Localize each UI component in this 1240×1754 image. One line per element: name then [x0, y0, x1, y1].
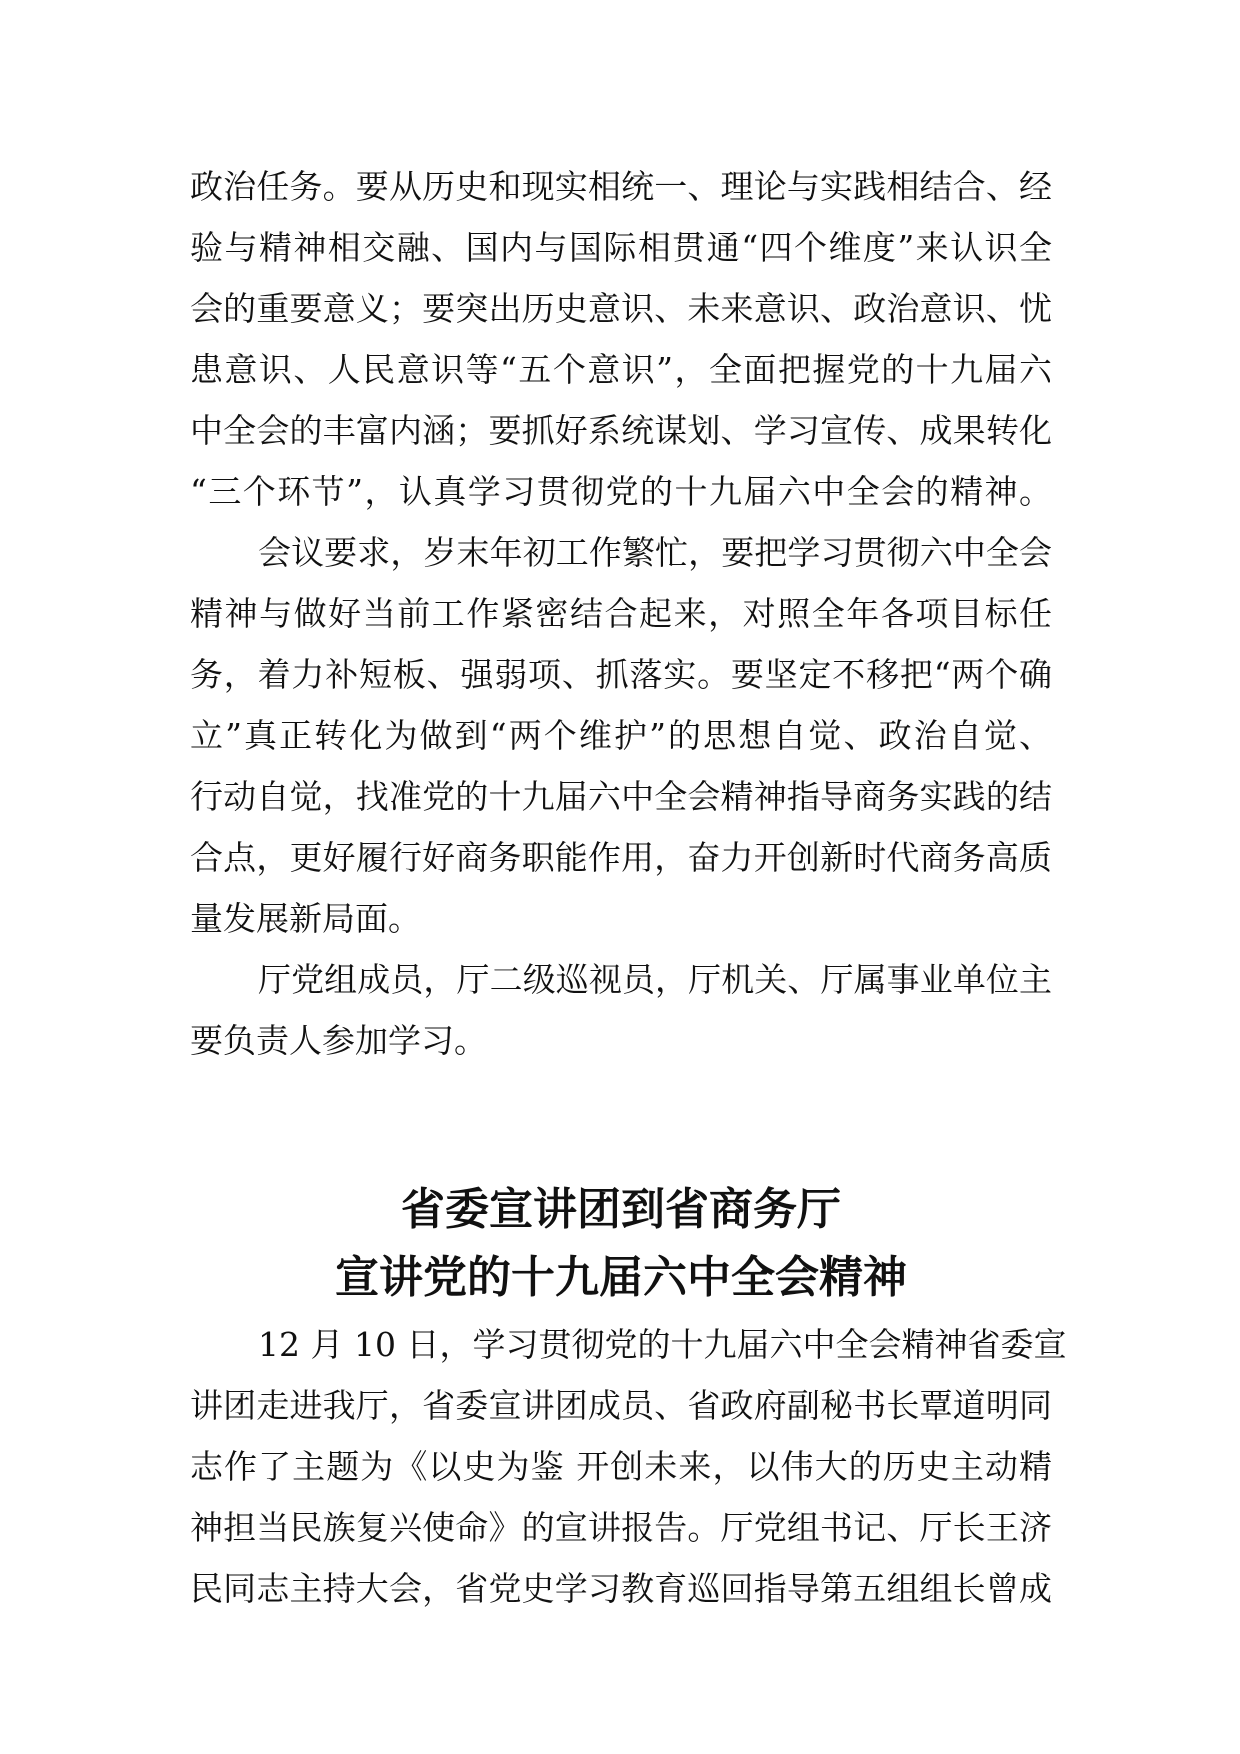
paragraph-lecture-report [190, 1314, 1067, 1619]
text-line: 合点，更好履行好商务职能作用，奋力开创新时代商务高质 [190, 838, 1052, 877]
text-line: 中全会的丰富内涵；要抓好系统谋划、学习宣传、成果转化 [190, 411, 1052, 450]
article-title [190, 1176, 1052, 1312]
text-line: 立”真正转化为做到“两个维护”的思想自觉、政治自觉、 [190, 716, 1052, 755]
text-line: 12 月 10 日，学习贯彻党的十九届六中全会精神省委宣 [258, 1325, 1067, 1364]
text-line: 患意识、人民意识等“五个意识”，全面把握党的十九届六 [190, 350, 1052, 389]
article-title-line: 省委宣讲团到省商务厅 [401, 1184, 841, 1235]
text-line: 会的重要意义；要突出历史意识、未来意识、政治意识、忧 [190, 289, 1052, 328]
text-line: 厅党组成员，厅二级巡视员，厅机关、厅属事业单位主 [258, 960, 1052, 999]
text-line: 行动自觉，找准党的十九届六中全会精神指导商务实践的结 [190, 777, 1052, 816]
article-title-line: 宣讲党的十九届六中全会精神 [335, 1252, 907, 1303]
text-line: 神担当民族复兴使命》的宣讲报告。厅党组书记、厅长王济 [190, 1508, 1052, 1547]
text-line: 精神与做好当前工作紧密结合起来，对照全年各项目标任 [190, 594, 1052, 633]
text-line: 民同志主持大会，省党史学习教育巡回指导第五组组长曾成 [190, 1569, 1052, 1608]
text-line: 政治任务。要从历史和现实相统一、理论与实践相结合、经 [190, 167, 1052, 206]
paragraph-attendees [190, 949, 1052, 1071]
text-line: 务，着力补短板、强弱项、抓落实。要坚定不移把“两个确 [190, 655, 1052, 694]
paragraph-meeting-tasks [190, 156, 1052, 522]
paragraph-meeting-requirements [190, 522, 1052, 949]
text-line: 会议要求，岁末年初工作繁忙，要把学习贯彻六中全会 [258, 533, 1052, 572]
text-line: 要负责人参加学习。 [190, 1021, 487, 1060]
text-line: 志作了主题为《以史为鉴 开创未来，以伟大的历史主动精 [190, 1447, 1052, 1486]
text-line: “三个环节”，认真学习贯彻党的十九届六中全会的精神。 [190, 472, 1052, 511]
text-line: 讲团走进我厅，省委宣讲团成员、省政府副秘书长覃道明同 [190, 1386, 1052, 1425]
text-line: 量发展新局面。 [190, 899, 421, 938]
text-line: 验与精神相交融、国内与国际相贯通“四个维度”来认识全 [190, 228, 1052, 267]
